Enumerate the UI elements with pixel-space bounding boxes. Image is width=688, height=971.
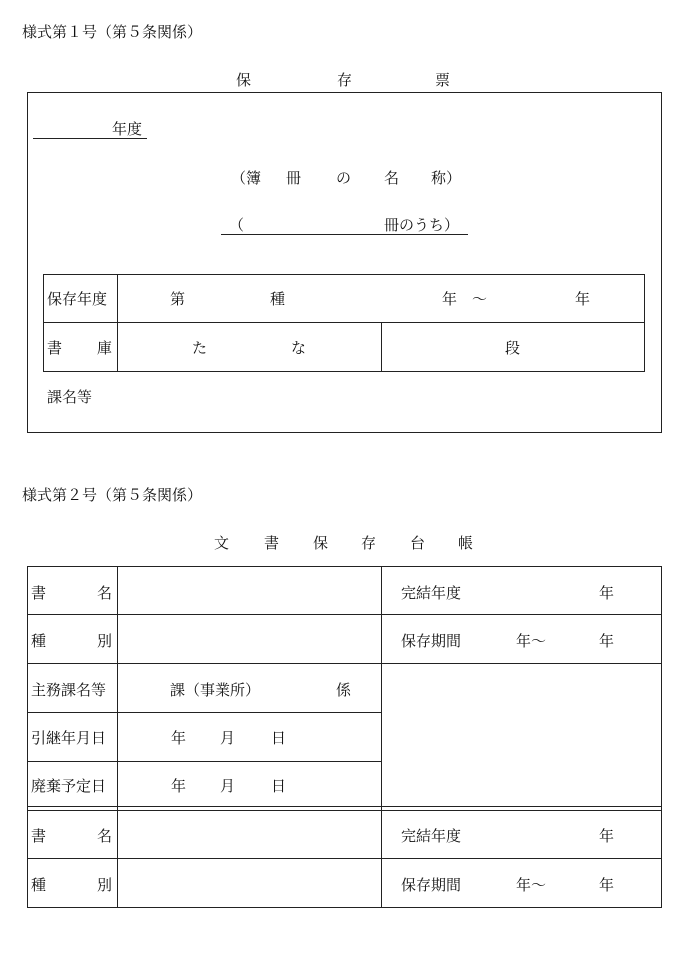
form2-title-char-6: 帳 [458, 534, 474, 552]
form2-retention-from-b: 年～ [516, 876, 547, 894]
form2-dept-label: 主務課名等 [31, 681, 107, 699]
form2-row-divider-3 [27, 712, 381, 713]
form1-table [43, 274, 645, 372]
form1-fiscal-year-underline [33, 138, 147, 139]
form2-double-line-b [27, 810, 662, 811]
form1-volname-2: 冊 [286, 169, 302, 187]
form2-table [27, 566, 662, 908]
form1-na: な [291, 339, 307, 357]
form2-type-b-2: 別 [97, 876, 113, 894]
form1-year-from: 年 ～ [442, 290, 488, 308]
form2-row-divider-4 [27, 761, 381, 762]
form1-volsub-close: 冊のうち） [384, 216, 460, 234]
form1-dan: 段 [505, 339, 521, 357]
form2-col-divider-1 [117, 566, 118, 908]
form2-book-name-b-1: 書 [31, 827, 47, 845]
form1-retention-year-label: 保存年度 [47, 290, 108, 308]
form2-row-divider-1 [27, 614, 662, 615]
form2-book-name-1: 書 [31, 584, 47, 602]
form1-dept-label: 課名等 [47, 388, 93, 406]
form1-table-row-divider [43, 322, 645, 323]
form1-fiscal-year-label: 年度 [112, 120, 143, 138]
form1-dai: 第 [170, 290, 186, 308]
form2-retention-to: 年 [599, 632, 615, 650]
form2-retention-to-b: 年 [599, 876, 615, 894]
form1-heading: 様式第１号（第５条関係） [22, 23, 203, 41]
form2-col-divider-2 [381, 566, 382, 908]
form1-title-char-3: 票 [435, 71, 451, 89]
form1-title-char-2: 存 [337, 71, 353, 89]
form1-table-col-divider [117, 274, 118, 372]
form1-ta: た [192, 339, 208, 357]
form1-shoko-1: 書 [47, 339, 63, 357]
form2-completion-year-unit-b: 年 [599, 827, 615, 845]
form1-volsub-open: （ [229, 216, 245, 234]
form2-type-1: 種 [31, 632, 47, 650]
form1-volname-5: 称） [431, 169, 462, 187]
form2-book-name-b-2: 名 [97, 827, 113, 845]
form2-transfer-day: 日 [271, 729, 287, 747]
form2-title-char-5: 台 [410, 534, 426, 552]
form2-transfer-month: 月 [220, 729, 236, 747]
form1-shoko-2: 庫 [97, 339, 113, 357]
form2-row-divider-2 [27, 663, 662, 664]
form2-retention-label-b: 保存期間 [401, 876, 462, 894]
form2-disposal-day: 日 [271, 777, 287, 795]
form2-double-line-a [27, 806, 662, 807]
form1-table-col-divider-2 [381, 322, 382, 372]
form2-row-divider-5 [27, 858, 662, 859]
form1-frame [27, 92, 662, 433]
form2-title-char-2: 書 [264, 534, 280, 552]
form2-retention-from: 年～ [516, 632, 547, 650]
form2-dept-kakari: 係 [336, 681, 352, 699]
form2-completion-year-unit: 年 [599, 584, 615, 602]
form2-disposal-year: 年 [171, 777, 187, 795]
form2-disposal-month: 月 [220, 777, 236, 795]
form2-title-char-3: 保 [313, 534, 329, 552]
form2-title-char-1: 文 [214, 534, 230, 552]
form1-title-char-1: 保 [236, 71, 252, 89]
form2-retention-label: 保存期間 [401, 632, 462, 650]
form2-type-2: 別 [97, 632, 113, 650]
form2-heading: 様式第２号（第５条関係） [22, 486, 203, 504]
form2-type-b-1: 種 [31, 876, 47, 894]
form2-completion-year-label-b: 完結年度 [401, 827, 462, 845]
form1-volsub-underline [221, 234, 468, 235]
form1-volname-1: （簿 [231, 169, 262, 187]
form2-title-char-4: 存 [361, 534, 377, 552]
form2-disposal-label: 廃棄予定日 [31, 777, 107, 795]
form2-transfer-label: 引継年月日 [31, 729, 107, 747]
form1-shu: 種 [270, 290, 286, 308]
form1-year-to: 年 [575, 290, 591, 308]
form2-book-name-2: 名 [97, 584, 113, 602]
form1-volname-4: 名 [384, 169, 400, 187]
form1-volname-3: の [336, 169, 352, 187]
form2-dept-ka: 課（事業所） [170, 681, 261, 699]
form2-completion-year-label: 完結年度 [401, 584, 462, 602]
form2-transfer-year: 年 [171, 729, 187, 747]
